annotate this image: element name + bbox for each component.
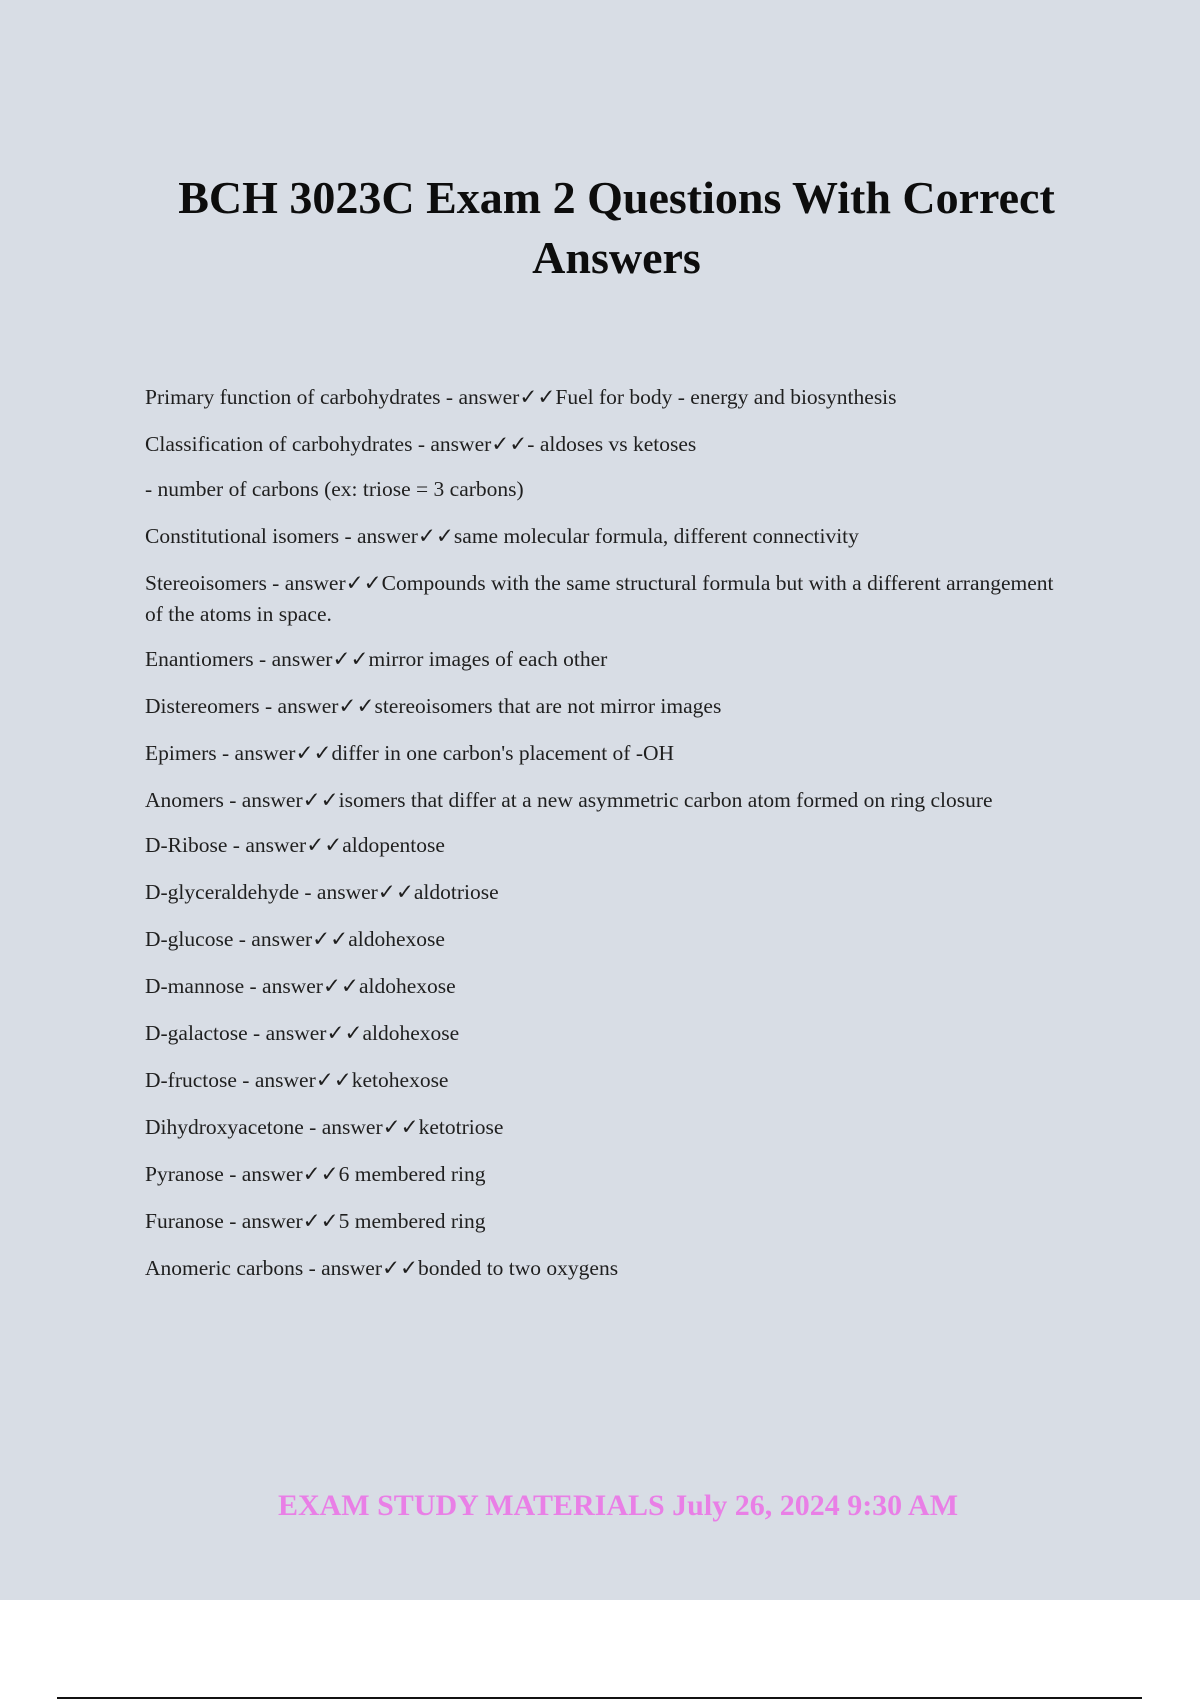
page-title: BCH 3023C Exam 2 Questions With Correct Answers (178, 172, 1055, 283)
qa-item: Stereoisomers - answer✓✓Compounds with the same structural formula but with a different arrangement of the atoms in space. (145, 571, 1054, 626)
qa-item: Furanose - answer✓✓5 membered ring (145, 1209, 486, 1233)
qa-item: Anomeric carbons - answer✓✓bonded to two oxygens (145, 1256, 619, 1280)
qa-item: Epimers - answer✓✓differ in one carbon's placement of -OH (145, 741, 675, 765)
qa-list (145, 382, 1065, 1284)
qa-item: Dihydroxyacetone - answer✓✓ketotriose (145, 1115, 504, 1139)
qa-item: Pyranose - answer✓✓6 membered ring (145, 1162, 486, 1186)
qa-item: D-mannose - answer✓✓aldohexose (145, 974, 456, 998)
qa-item: Constitutional isomers - answer✓✓same molecular formula, different connectivity (145, 524, 859, 548)
qa-item: Enantiomers - answer✓✓mirror images of each other (145, 647, 608, 671)
qa-item: D-glyceraldehyde - answer✓✓aldotriose (145, 880, 499, 904)
qa-item-continuation: - number of carbons (ex: triose = 3 carbons) (145, 477, 524, 501)
qa-item: D-fructose - answer✓✓ketohexose (145, 1068, 449, 1092)
qa-item: Primary function of carbohydrates - answer✓✓Fuel for body - energy and biosynthesis (145, 385, 897, 409)
qa-item: Anomers - answer✓✓isomers that differ at a new asymmetric carbon atom formed on ring closure (145, 788, 993, 812)
qa-item: Classification of carbohydrates - answer✓✓- aldoses vs ketoses (145, 432, 697, 456)
qa-item: Distereomers - answer✓✓stereoisomers that are not mirror images (145, 694, 722, 718)
qa-item: D-galactose - answer✓✓aldohexose (145, 1021, 460, 1045)
page-divider (57, 1697, 1142, 1699)
qa-item: D-Ribose - answer✓✓aldopentose (145, 833, 445, 857)
footer-stamp: EXAM STUDY MATERIALS July 26, 2024 9:30 AM (277, 1489, 959, 1522)
qa-item: D-glucose - answer✓✓aldohexose (145, 927, 445, 951)
